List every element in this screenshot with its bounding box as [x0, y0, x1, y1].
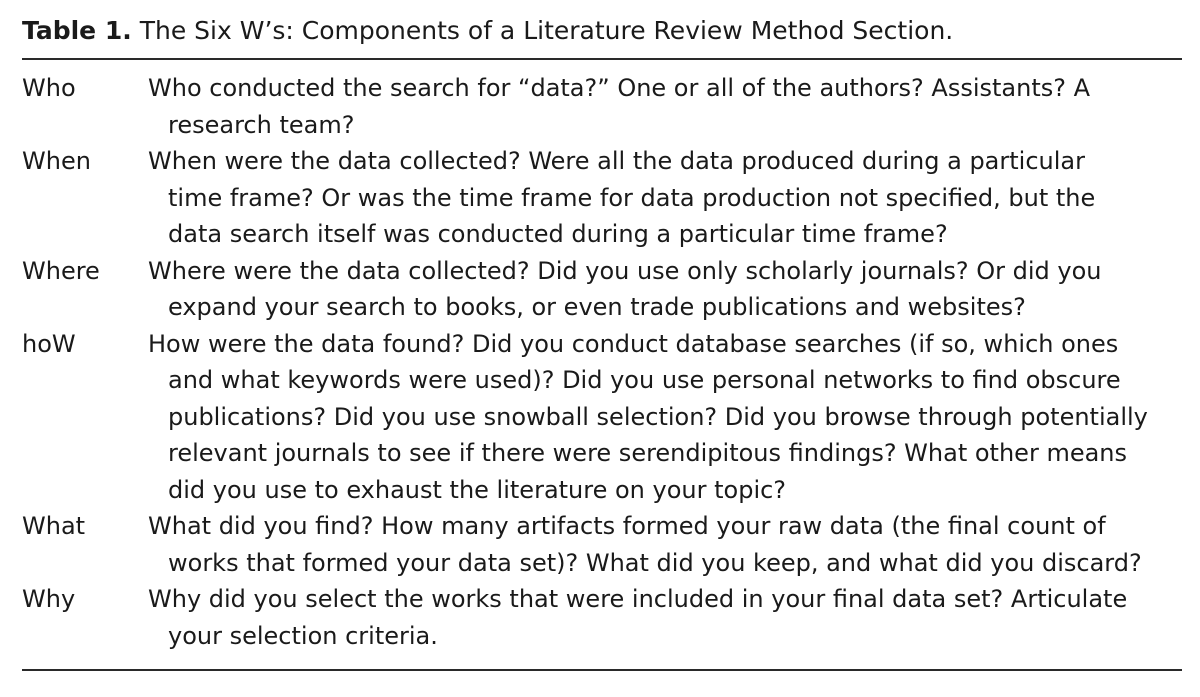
row-term: Why: [22, 585, 76, 613]
row-description-text: Where were the data collected? Did you use only scholarly journals? Or did you expand your search to books, or even trade publications and websites?: [148, 256, 1102, 321]
table-label: Table 1.: [22, 16, 132, 45]
row-term: Where: [22, 256, 100, 285]
six-ws-table: [22, 70, 1182, 654]
row-description: [148, 253, 1182, 326]
table-row: [22, 143, 1182, 253]
row-term: Who: [22, 74, 76, 102]
row-description-text: What did you find? How many artifacts formed your raw data (the final count of works that formed your data set)? What did you keep, and what did you discard?: [148, 512, 1142, 577]
document-page: [22, 14, 1182, 671]
row-description-text: Why did you select the works that were included in your final data set? Articulate your selection criteria.: [148, 585, 1128, 650]
row-description-text: When were the data collected? Were all the data produced during a particular time frame? Or was the time frame for data production not specified, but the data search itself was conducted during a particular time frame?: [148, 147, 1096, 248]
row-description-text: Who conducted the search for “data?” One or all of the authors? Assistants? A research team?: [148, 74, 1091, 139]
row-description-text: How were the data found? Did you conduct database searches (if so, which ones and what keywords were used)? Did you use personal networks to find obscure publications? Did you use snowball selection? Did you browse through potentially relevant journals to see if there were serendipitous findings? What other means did you use to exhaust the literature on your topic?: [148, 329, 1148, 504]
row-description: [148, 70, 1182, 143]
table-bottom-rule: [22, 669, 1182, 671]
table-row: [22, 70, 1182, 143]
row-term: What: [22, 512, 86, 540]
row-description: [148, 581, 1182, 654]
row-description: [148, 143, 1182, 253]
table-row: [22, 253, 1182, 326]
table-title: The Six W’s: Components of a Literature Review Method Section.: [139, 16, 954, 45]
row-term: hoW: [22, 329, 76, 358]
table-body: [22, 70, 1182, 654]
row-description: [148, 326, 1182, 509]
table-top-rule: [22, 58, 1182, 60]
row-term: When: [22, 147, 91, 175]
table-row: [22, 326, 1182, 509]
table-row: [22, 508, 1182, 581]
table-row: [22, 581, 1182, 654]
table-caption: [22, 14, 1182, 48]
row-description: [148, 508, 1182, 581]
